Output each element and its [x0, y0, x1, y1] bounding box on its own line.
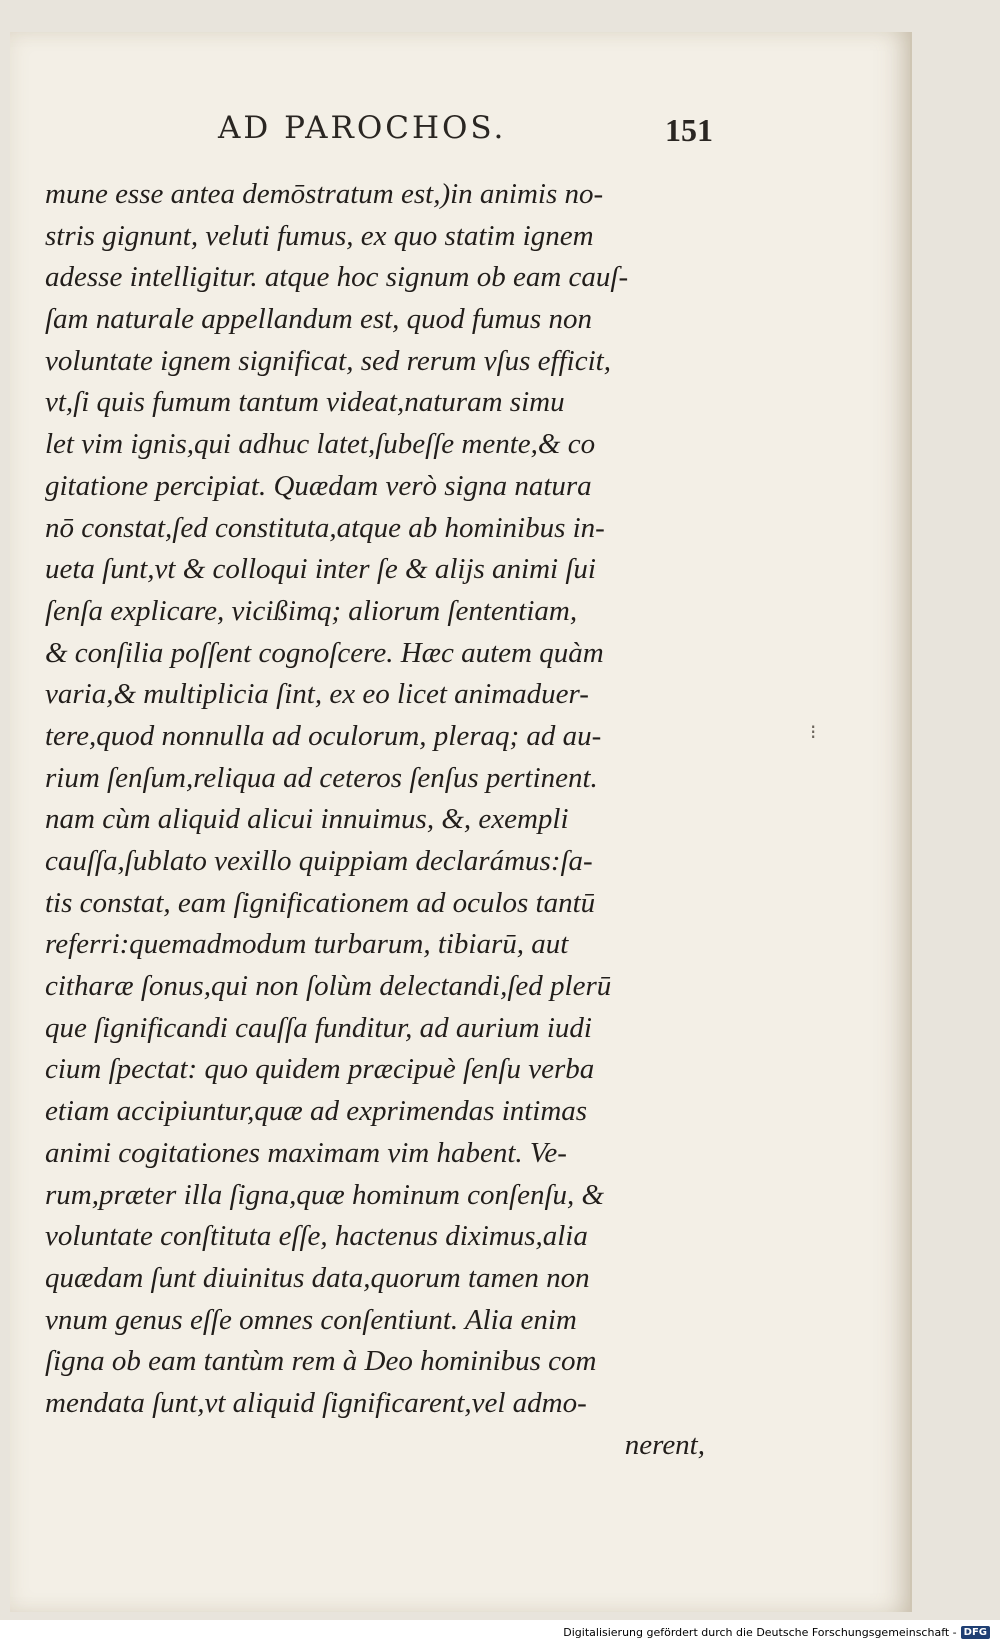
text-line: ſigna ob eam tantùm rem à Deo hominibus com — [45, 1345, 597, 1378]
text-line: mune esse antea demōstratum est,)in animis no- — [45, 178, 604, 210]
text-line: cium ſpectat: quo quidem præcipuè ſenſu verba — [45, 1053, 595, 1086]
text-line: voluntate ignem significat, sed rerum vſus efficit, — [45, 344, 611, 377]
text-line: tere,quod nonnulla ad oculorum, pleraq; ad au- — [45, 719, 602, 752]
text-line: rum,præter illa ſigna,quæ hominum conſenſu, & — [45, 1178, 605, 1211]
text-line: referri:quemadmodum turbarum, tibiarū, aut — [45, 928, 569, 961]
text-line: gitatione percipiat. Quædam verò signa natura — [45, 469, 592, 502]
text-line: & conſilia poſſent cognoſcere. Hæc autem quàm — [45, 636, 604, 669]
text-line: nō constat,ſed constituta,atque ab hominibus in- — [45, 511, 605, 544]
text-line: nerent, — [624, 1428, 705, 1461]
margin-mark: ⁝ — [810, 720, 817, 744]
text-line: que ſignificandi cauſſa funditur, ad aurium iudi — [45, 1011, 592, 1044]
text-line: stris gignunt, veluti fumus, ex quo statim ignem — [45, 219, 594, 252]
text-line: adesse intelligitur. atque hoc signum ob eam cauſ- — [45, 261, 629, 294]
text-line: ſam naturale appellandum est, quod fumus non — [45, 303, 592, 336]
text-line: rium ſenſum,reliqua ad ceteros ſenſus pertinent. — [45, 761, 598, 794]
text-line: varia,& multiplicia ſint, ex eo licet animaduer- — [45, 678, 589, 711]
text-line: citharæ ſonus,qui non ſolùm delectandi,ſed plerū — [45, 970, 612, 1003]
book-page — [10, 32, 912, 1612]
text-line: etiam accipiuntur,quæ ad exprimendas intimas — [45, 1095, 588, 1128]
text-line: cauſſa,ſublato vexillo quippiam declarámus:ſa- — [45, 845, 593, 877]
text-line: ſenſa explicare, vicißimq; aliorum ſententiam, — [45, 594, 578, 627]
text-line: vt,ſi quis fumum tantum videat,naturam simu — [45, 386, 565, 419]
text-line: let vim ignis,qui adhuc latet,ſubeſſe mente,& co — [45, 428, 596, 461]
dfg-logo-icon: DFG — [961, 1626, 990, 1639]
body-text — [45, 174, 705, 1466]
text-line: vnum genus eſſe omnes conſentiunt. Alia enim — [45, 1303, 577, 1336]
text-line: voluntate conſtituta eſſe, hactenus diximus,alia — [45, 1220, 588, 1253]
footer-credit: Digitalisierung gefördert durch die Deutsche Forschungsgemeinschaft - — [563, 1625, 957, 1639]
text-line: nam cùm aliquid alicui innuimus, &, exempli — [45, 803, 569, 836]
text-line: animi cogitationes maximam vim habent. Ve- — [45, 1136, 567, 1169]
text-line: ueta ſunt,vt & colloqui inter ſe & alijs animi ſui — [45, 553, 596, 586]
page-number: 151 — [665, 112, 713, 148]
running-header: AD PAROCHOS. — [218, 110, 507, 146]
text-line: quædam ſunt diuinitus data,quorum tamen non — [45, 1261, 590, 1294]
text-line: tis constat, eam ſignificationem ad oculos tantū — [45, 886, 596, 919]
footer — [563, 1623, 990, 1641]
text-line: mendata ſunt,vt aliquid ſignificarent,vel admo- — [45, 1386, 587, 1419]
